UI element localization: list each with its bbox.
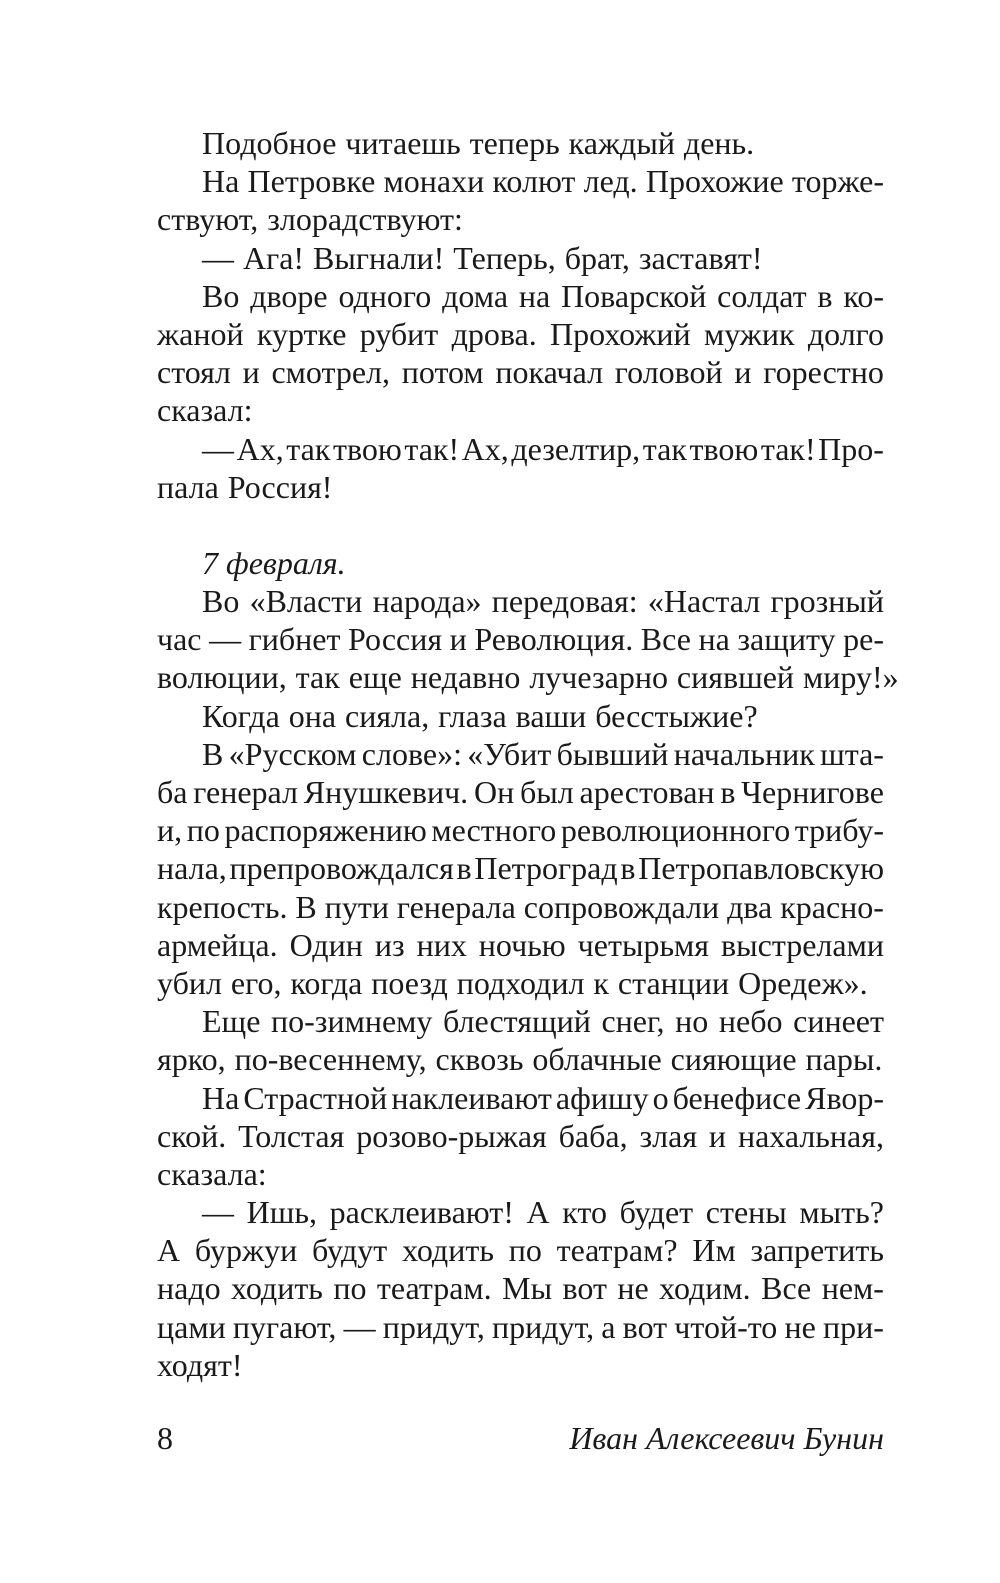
- word: ходить: [231, 1270, 323, 1307]
- word: арестован: [579, 774, 715, 810]
- word: потом: [401, 354, 484, 391]
- word: пала: [157, 468, 219, 505]
- word: заставят!: [638, 239, 763, 276]
- word: ко-: [843, 277, 884, 314]
- word: красно-: [780, 888, 884, 925]
- word: на: [698, 621, 730, 658]
- word: жаной: [157, 315, 244, 352]
- word: Явор-: [805, 1079, 884, 1116]
- page-number: 8: [157, 1420, 173, 1456]
- word: солдат: [717, 277, 807, 314]
- word: —: [202, 430, 234, 467]
- word: бесстыжие?: [595, 697, 758, 734]
- word: сказала:: [157, 1155, 267, 1192]
- word: злорадствуют:: [267, 201, 463, 238]
- text-line: [157, 1117, 884, 1155]
- word: по-зимнему: [271, 1003, 433, 1040]
- word: Ага!: [242, 239, 305, 276]
- word: мужик: [703, 315, 795, 352]
- word: рубит: [359, 315, 439, 352]
- word: Революция.: [474, 621, 634, 658]
- word: в: [620, 850, 636, 887]
- word: Россия!: [227, 468, 333, 505]
- word: его,: [230, 964, 282, 1001]
- word: в: [817, 277, 833, 314]
- word: она: [288, 697, 337, 734]
- word: дворе: [250, 277, 328, 314]
- text-line: [157, 1002, 884, 1040]
- word: ваши: [515, 697, 587, 734]
- word: Поварской: [561, 277, 707, 314]
- word: будет: [619, 1194, 694, 1231]
- word: ре-: [843, 621, 884, 658]
- word: Выгнали!: [313, 239, 445, 276]
- word: нала,: [157, 850, 227, 887]
- word: убил: [157, 964, 222, 1001]
- word: надо: [157, 1270, 221, 1307]
- word: Им: [692, 1232, 736, 1269]
- section-gap: [157, 506, 884, 544]
- word: в: [720, 774, 736, 810]
- word: Подобное: [202, 125, 337, 161]
- word: защиту: [737, 621, 836, 658]
- word: Страстной: [243, 1079, 388, 1116]
- word: и: [449, 621, 467, 658]
- word: Прохожий: [550, 315, 691, 352]
- text-line: [157, 697, 884, 735]
- word: чтой-то: [674, 1308, 778, 1345]
- text-line: [157, 1269, 884, 1307]
- word: стены: [705, 1194, 787, 1231]
- word: Все: [640, 621, 691, 658]
- word: буржуи: [194, 1232, 298, 1269]
- word: вот: [622, 1308, 668, 1345]
- word: и: [708, 1117, 727, 1154]
- word: В: [295, 888, 317, 925]
- word: препровождался: [229, 850, 454, 887]
- word: Чернигове: [741, 774, 884, 810]
- word: небо: [718, 1003, 783, 1040]
- word: революционного: [560, 812, 791, 849]
- word: дезелтир,: [511, 430, 641, 467]
- word: местного: [431, 812, 557, 849]
- word: станции: [617, 964, 730, 1001]
- word: Ишь,: [246, 1194, 317, 1231]
- word: Толстая: [238, 1117, 345, 1154]
- word: Петроград: [474, 850, 618, 887]
- word: не: [784, 1308, 816, 1345]
- word: придут,: [492, 1308, 595, 1345]
- word: подходил: [456, 964, 585, 1001]
- word: Все: [761, 1270, 812, 1307]
- text-line: [157, 1231, 884, 1269]
- word: На: [202, 1079, 240, 1116]
- word: ярко,: [157, 1041, 226, 1078]
- text-line: [157, 620, 884, 658]
- word: сиявшей: [676, 659, 795, 696]
- word: стоял: [157, 354, 231, 391]
- word: Ах,: [236, 430, 284, 467]
- text-line: [157, 1079, 884, 1117]
- word: миру!»: [802, 659, 899, 696]
- word: дома: [442, 277, 509, 314]
- word: одного: [338, 277, 432, 314]
- text-line: [157, 162, 884, 200]
- text-line: [157, 1193, 884, 1231]
- text-line: [157, 773, 884, 811]
- date-heading: 7 февраля.: [202, 544, 346, 581]
- text-line: [157, 1040, 884, 1078]
- word: был: [519, 774, 574, 810]
- word: пути: [324, 888, 389, 925]
- word: —: [343, 1308, 376, 1345]
- word: театрам?: [556, 1232, 678, 1269]
- word: по: [508, 1232, 542, 1269]
- word: куртке: [256, 315, 347, 352]
- text-line: [157, 735, 884, 773]
- word: наклеивают: [391, 1079, 552, 1116]
- word: А: [526, 1194, 550, 1231]
- word: когда: [290, 964, 363, 1001]
- word: трибу-: [794, 812, 884, 849]
- word: нахальная,: [737, 1117, 884, 1154]
- text-line: [157, 926, 884, 964]
- word: брат,: [564, 239, 630, 276]
- word: час: [157, 621, 202, 658]
- text-line: [157, 811, 884, 849]
- word: Мы: [502, 1270, 553, 1307]
- word: мыть?: [799, 1194, 884, 1231]
- word: А: [157, 1232, 181, 1269]
- text-line: [157, 277, 884, 315]
- word: грозный: [770, 583, 884, 620]
- word: сквозь: [435, 1041, 524, 1078]
- word: а: [601, 1308, 616, 1345]
- word: Петровке: [247, 163, 376, 200]
- word: глаза: [438, 697, 507, 734]
- word: «Убит: [467, 735, 552, 772]
- word: баба,: [558, 1117, 628, 1154]
- word: так: [295, 659, 340, 696]
- word: дрова.: [451, 315, 537, 352]
- word: ба: [157, 774, 188, 810]
- text-line: [157, 353, 884, 391]
- word: при-: [822, 1308, 884, 1345]
- word: Ах,: [461, 430, 509, 467]
- word: запретить: [750, 1232, 884, 1269]
- word: и: [242, 354, 260, 391]
- word: волюции,: [157, 659, 287, 696]
- word: головой: [614, 354, 723, 391]
- word: по: [186, 812, 220, 849]
- word: так!: [404, 430, 460, 467]
- word: еще: [348, 659, 402, 696]
- word: из: [374, 926, 405, 963]
- word: розово-рыжая: [356, 1117, 547, 1154]
- word: и,: [157, 812, 183, 849]
- text-line: [157, 1308, 884, 1346]
- word: ходят!: [157, 1346, 243, 1383]
- word: долго: [807, 315, 884, 352]
- word: не: [617, 1270, 649, 1307]
- text-line: [157, 582, 884, 620]
- text-line: [157, 468, 884, 506]
- word: торже-: [791, 163, 884, 200]
- word: облачные: [532, 1041, 662, 1078]
- word: Когда: [202, 697, 280, 734]
- text-line: [157, 964, 884, 1002]
- word: так: [642, 430, 687, 467]
- text-line: [157, 658, 899, 696]
- word: «Русском: [228, 735, 357, 772]
- word: бывший: [556, 735, 669, 772]
- text-line: [157, 200, 884, 238]
- word: покачал: [495, 354, 604, 391]
- word: снег,: [601, 1003, 665, 1040]
- word: вот: [562, 1270, 607, 1307]
- word: сопровождали: [523, 888, 720, 925]
- word: два: [727, 888, 773, 925]
- word: придут,: [382, 1308, 485, 1345]
- word: распоряжению: [224, 812, 427, 849]
- word: театрам.: [376, 1270, 492, 1307]
- word: Петропавловскую: [638, 850, 884, 887]
- word: бенефисе: [672, 1079, 802, 1116]
- word: ходим.: [659, 1270, 751, 1307]
- page-footer: [157, 1418, 884, 1458]
- word: каждый: [568, 125, 675, 161]
- word: народа»: [372, 583, 482, 620]
- word: так!: [760, 430, 816, 467]
- word: шта-: [820, 735, 884, 772]
- word: —: [202, 239, 234, 276]
- text-line: [157, 430, 884, 468]
- word: синеет: [793, 1003, 884, 1040]
- word: смотрел,: [271, 354, 391, 391]
- word: Россия: [348, 621, 443, 658]
- word: —: [202, 1194, 234, 1231]
- word: твою: [689, 430, 759, 467]
- word: в: [456, 850, 472, 887]
- word: сияющие: [670, 1041, 797, 1078]
- text-line: [157, 124, 884, 162]
- word: сказал:: [157, 392, 253, 429]
- word: Про-: [818, 430, 884, 467]
- word: по: [333, 1270, 367, 1307]
- running-footer-author: Иван Алексеевич Бунин: [569, 1420, 884, 1456]
- word: блестящий: [443, 1003, 591, 1040]
- word: колют: [492, 163, 576, 200]
- word: недавно: [410, 659, 521, 696]
- word: гибнет: [248, 621, 341, 658]
- word: Еще: [202, 1003, 261, 1040]
- word: слове»:: [361, 735, 462, 772]
- word: цами: [157, 1308, 226, 1345]
- body-text: [157, 124, 899, 1384]
- word: горестно: [763, 354, 884, 391]
- word: начальник: [673, 735, 815, 772]
- word: Один: [289, 926, 363, 963]
- word: ствуют,: [157, 201, 259, 238]
- word: «Настал: [647, 583, 761, 620]
- word: пугают,: [232, 1308, 337, 1345]
- word: них: [416, 926, 467, 963]
- word: четырьмя: [577, 926, 710, 963]
- word: Во: [202, 277, 240, 314]
- text-line: [157, 1346, 884, 1384]
- word: лед.: [583, 163, 638, 200]
- word: Оредеж».: [738, 964, 868, 1001]
- word: «Власти: [249, 583, 363, 620]
- word: пары.: [805, 1041, 883, 1078]
- word: афишу: [555, 1079, 649, 1116]
- word: сияла,: [345, 697, 430, 734]
- word: но: [675, 1003, 709, 1040]
- word: злая: [639, 1117, 698, 1154]
- word: поезд: [371, 964, 448, 1001]
- word: теперь: [469, 125, 560, 161]
- word: генерала: [396, 888, 516, 925]
- word: ночью: [478, 926, 566, 963]
- word: Янушкевич.: [303, 774, 469, 810]
- word: Он: [473, 774, 515, 810]
- word: ской.: [157, 1117, 227, 1154]
- word: и: [734, 354, 752, 391]
- word: армейца.: [157, 926, 278, 963]
- word: крепость.: [157, 888, 288, 925]
- word: передовая:: [491, 583, 638, 620]
- word: На: [202, 163, 240, 200]
- word: Теперь,: [453, 239, 556, 276]
- text-line: [157, 315, 884, 353]
- word: кто: [562, 1194, 607, 1231]
- word: —: [209, 621, 242, 658]
- word: будут: [311, 1232, 388, 1269]
- word: читаешь: [345, 125, 461, 161]
- word: выстрелами: [721, 926, 884, 963]
- word: твою: [332, 430, 402, 467]
- word: на: [518, 277, 551, 314]
- text-line: [157, 1155, 884, 1193]
- text-line: [157, 888, 884, 926]
- word: Прохожие: [645, 163, 784, 200]
- text-line: [157, 849, 884, 887]
- word: о: [652, 1079, 669, 1116]
- text-line: [157, 239, 884, 277]
- word: по-весеннему,: [234, 1041, 427, 1078]
- word: генерал: [193, 774, 298, 810]
- word: расклеивают!: [329, 1194, 514, 1231]
- word: нем-: [821, 1270, 884, 1307]
- text-line: [157, 391, 884, 429]
- word: В: [202, 735, 224, 772]
- word: монахи: [383, 163, 485, 200]
- word: так: [286, 430, 331, 467]
- word: Во: [202, 583, 240, 620]
- word: ходить: [402, 1232, 494, 1269]
- word: лучезарно: [529, 659, 668, 696]
- word: день.: [683, 125, 755, 161]
- word: к: [593, 964, 609, 1001]
